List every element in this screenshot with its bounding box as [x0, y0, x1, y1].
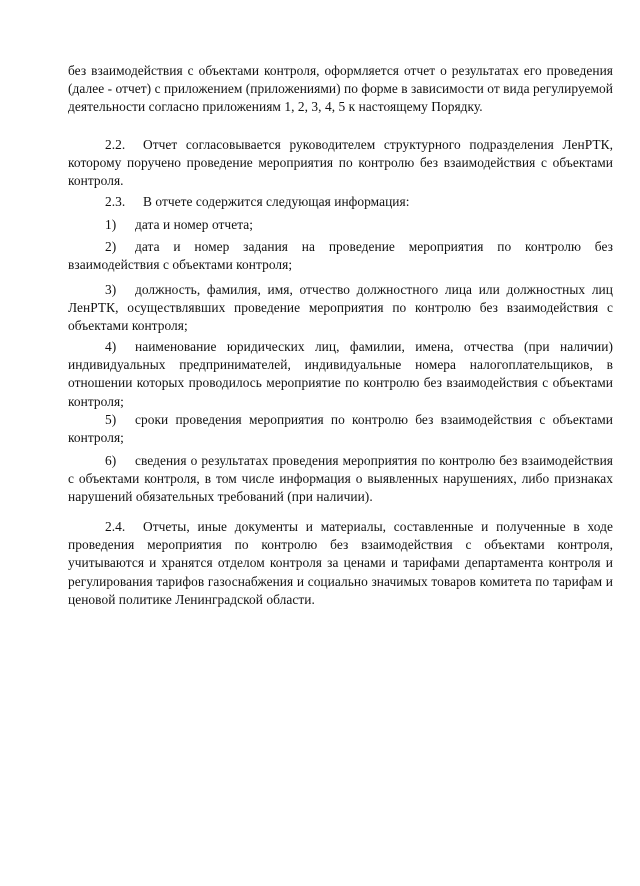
- section-number: 2.4.: [105, 519, 126, 534]
- section-2-3-paragraph: [68, 193, 613, 211]
- section-number: 2.2.: [105, 137, 126, 152]
- list-item-number: 5): [105, 412, 117, 427]
- list-item: [68, 281, 613, 336]
- list-item-text: сроки проведения мероприятия по контролю без взаимодействия с объектами контроля;: [68, 412, 613, 446]
- list-item-text: должность, фамилия, имя, отчество должностного лица или должностных лиц ЛенРТК, осуществлявших проведение мероприятия по контролю без взаимодействия с объектами контроля;: [68, 282, 613, 334]
- list-item-number: 2): [105, 239, 117, 254]
- list-item-text: наименование юридических лиц, фамилии, имена, отчества (при наличии) индивидуальных предпринимателей, индивидуальные номера налогоплательщиков, в отношении которых проводилось мероприятие по контролю без взаимодействия с объектами контроля;: [68, 339, 613, 409]
- list-item: [68, 216, 613, 234]
- intro-text: без взаимодействия с объектами контроля, оформляется отчет о результатах его проведения (далее - отчет) с приложением (приложениями) по форме в зависимости от вида регулируемой деятельности согласно приложениям 1, 2, 3, 4, 5 к настоящему Порядку.: [68, 63, 613, 115]
- list-item-text: дата и номер отчета;: [135, 217, 254, 232]
- list-item: [68, 452, 613, 507]
- list-item: [68, 238, 613, 274]
- list-item: [68, 338, 613, 411]
- list-item-text: сведения о результатах проведения мероприятия по контролю без взаимодействия с объектами контроля, в том числе информация о выявленных нарушениях, либо признаках нарушений обязательных требований (при наличии).: [68, 453, 613, 505]
- intro-paragraph: [68, 62, 613, 117]
- section-text: Отчеты, иные документы и материалы, составленные и полученные в ходе проведения мероприятия по контролю без взаимодействия с объектами контроля, учитываются и хранятся отделом контроля за ценами и тарифами департамента контроля и регулирования тарифов газоснабжения и социально значимых товаров комитета по тарифам и ценовой политике Ленинградской области.: [68, 519, 613, 607]
- list-item-number: 6): [105, 453, 117, 468]
- list-item: [68, 411, 613, 447]
- list-item-number: 3): [105, 282, 117, 297]
- section-text: Отчет согласовывается руководителем структурного подразделения ЛенРТК, которому поручено проведение мероприятия по контролю без взаимодействия с объектами контроля.: [68, 137, 613, 189]
- list-item-text: дата и номер задания на проведение мероприятия по контролю без взаимодействия с объектами контроля;: [68, 239, 613, 273]
- section-number: 2.3.: [105, 194, 126, 209]
- section-text: В отчете содержится следующая информация:: [143, 194, 410, 209]
- list-item-number: 4): [105, 339, 117, 354]
- section-2-2-paragraph: [68, 136, 613, 191]
- section-2-4-paragraph: [68, 518, 613, 609]
- list-item-number: 1): [105, 217, 117, 232]
